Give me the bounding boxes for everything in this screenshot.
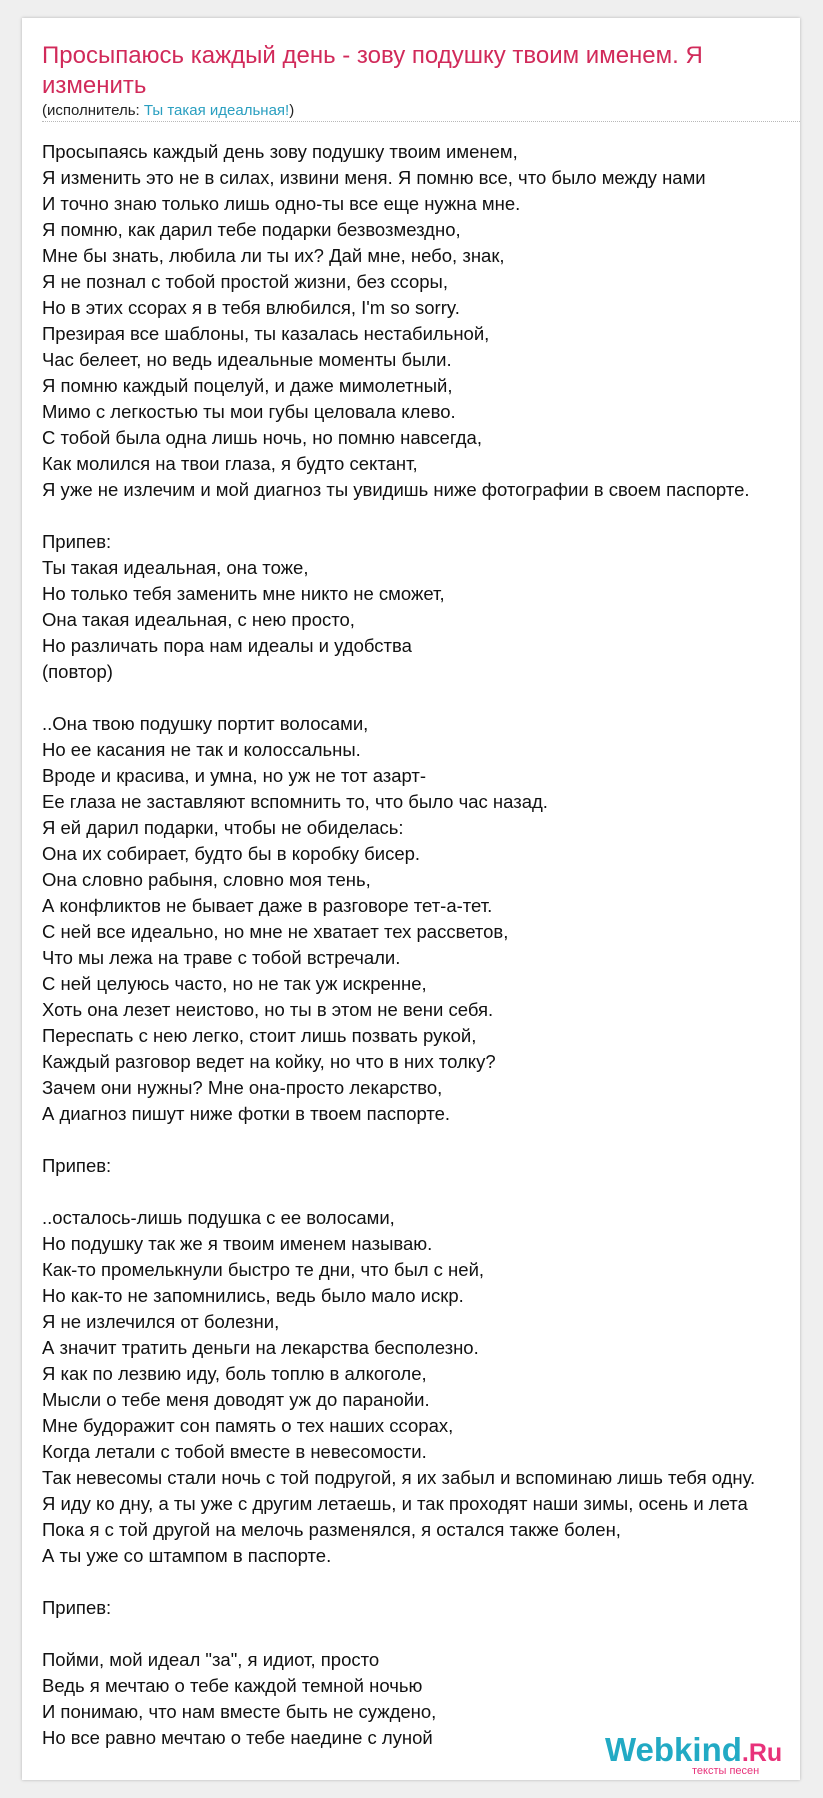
lyric-line: Я уже не излечим и мой диагноз ты увидишь ниже фотографии в своем паспорте. [42, 479, 750, 500]
lyric-line [42, 1569, 800, 1595]
lyric-line: Припев: [42, 1155, 112, 1176]
lyric-line: (повтор) [42, 661, 113, 682]
lyric-line: И точно знаю только лишь одно-ты все еще нужна мне. [42, 193, 521, 214]
lyric-line: Просыпаясь каждый день зову подушку твоим именем, [42, 141, 518, 162]
lyric-line: Пока я с той другой на мелочь разменялся, я остался также болен, [42, 1519, 621, 1540]
lyric-line: Но подушку так же я твоим именем называю. [42, 1233, 433, 1254]
lyric-line: Но как-то не запомнились, ведь было мало искр. [42, 1285, 464, 1306]
lyric-line: Что мы лежа на траве с тобой встречали. [42, 947, 401, 968]
lyric-line: Вроде и красива, и умна, но уж не тот азарт- [42, 765, 427, 786]
lyric-line: Но в этих ссорах я в тебя влюбился, I'm so sorry. [42, 297, 460, 318]
lyric-line: Мне будоражит сон память о тех наших ссорах, [42, 1415, 454, 1436]
lyrics-card [22, 18, 800, 1780]
lyric-line: Я не излечился от болезни, [42, 1311, 280, 1332]
lyric-line: Но только тебя заменить мне никто не сможет, [42, 583, 445, 604]
lyric-line [42, 1179, 800, 1205]
lyric-line: А ты уже со штампом в паспорте. [42, 1545, 332, 1566]
logo-tld: .Ru [741, 1739, 783, 1767]
lyric-line: Я ей дарил подарки, чтобы не обиделась: [42, 817, 404, 838]
lyric-line: А диагноз пишут ниже фотки в твоем паспорте. [42, 1103, 451, 1124]
lyric-line: Каждый разговор ведет на койку, но что в них толку? [42, 1051, 496, 1072]
lyric-line: С ней целуюсь часто, но не так уж искренне, [42, 973, 427, 994]
logo-main-text: Webkind [605, 1731, 742, 1768]
webkind-logo[interactable] [605, 1732, 787, 1776]
lyric-line: Я иду ко дну, а ты уже с другим летаешь, и так проходят наши зимы, осень и лета [42, 1493, 748, 1514]
lyric-line: Я изменить это не в силах, извини меня. Я помню все, что было между нами [42, 167, 706, 188]
artist-line [42, 102, 294, 120]
lyric-line: Ведь я мечтаю о тебе каждой темной ночью [42, 1675, 423, 1696]
lyric-line: Хоть она лезет неистово, но ты в этом не вени себя. [42, 999, 494, 1020]
artist-suffix: ) [289, 102, 295, 119]
artist-prefix: (исполнитель: [42, 102, 144, 119]
lyric-line: А конфликтов не бывает даже в разговоре тет-а-тет. [42, 895, 493, 916]
lyric-line: Мимо с легкостью ты мои губы целовала клево. [42, 401, 456, 422]
lyric-line: Припев: [42, 531, 112, 552]
lyric-line: Мысли о тебе меня доводят уж до паранойи. [42, 1389, 430, 1410]
lyric-line: Час белеет, но ведь идеальные моменты были. [42, 349, 452, 370]
lyric-line: Зачем они нужны? Мне она-просто лекарство, [42, 1077, 443, 1098]
lyric-line: ..Она твою подушку портит волосами, [42, 713, 369, 734]
lyric-line [42, 685, 800, 711]
lyrics-text [42, 139, 800, 1751]
lyric-line: Ее глаза не заставляют вспомнить то, что было час назад. [42, 791, 548, 812]
lyric-line: Мне бы знать, любила ли ты их? Дай мне, небо, знак, [42, 245, 505, 266]
lyric-line: Как молился на твои глаза, я будто сектант, [42, 453, 418, 474]
lyric-line: Переспать с нею легко, стоит лишь позвать рукой, [42, 1025, 477, 1046]
lyric-line: Так невесомы стали ночь с той подругой, я их забыл и вспоминаю лишь тебя одну. [42, 1467, 756, 1488]
lyric-line: А значит тратить деньги на лекарства бесполезно. [42, 1337, 479, 1358]
lyric-line: С ней все идеально, но мне не хватает тех рассветов, [42, 921, 509, 942]
lyric-line [42, 1127, 800, 1153]
lyric-line: Она такая идеальная, с нею просто, [42, 609, 355, 630]
lyric-line: Как-то промелькнули быстро те дни, что был с ней, [42, 1259, 485, 1280]
lyric-line: Но все равно мечтаю о тебе наедине с луной [42, 1727, 433, 1748]
lyric-line: Но ее касания не так и колоссальны. [42, 739, 361, 760]
logo-tagline: тексты песен [692, 1765, 760, 1777]
lyric-line: Она словно рабыня, словно моя тень, [42, 869, 371, 890]
lyric-line: Я помню каждый поцелуй, и даже мимолетный, [42, 375, 453, 396]
lyric-line: Я не познал с тобой простой жизни, без ссоры, [42, 271, 448, 292]
lyric-line: Ты такая идеальная, она тоже, [42, 557, 309, 578]
lyric-line [42, 503, 800, 529]
lyric-line: Припев: [42, 1597, 112, 1618]
lyric-line: Но различать пора нам идеалы и удобства [42, 635, 412, 656]
lyric-line: Я как по лезвию иду, боль топлю в алкоголе, [42, 1363, 427, 1384]
lyric-line: Она их собирает, будто бы в коробку бисер. [42, 843, 421, 864]
lyric-line: ..осталось-лишь подушка с ее волосами, [42, 1207, 395, 1228]
lyric-line: С тобой была одна лишь ночь, но помню навсегда, [42, 427, 482, 448]
lyric-line: Презирая все шаблоны, ты казалась нестабильной, [42, 323, 490, 344]
artist-link[interactable]: Ты такая идеальная! [143, 102, 290, 119]
lyric-line: Когда летали с тобой вместе в невесомости. [42, 1441, 427, 1462]
divider [42, 121, 800, 122]
page-title: Просыпаюсь каждый день - зову подушку твоим именем. Я изменить [42, 42, 703, 99]
lyric-line [42, 1621, 800, 1647]
lyric-line: И понимаю, что нам вместе быть не суждено, [42, 1701, 437, 1722]
lyric-line: Я помню, как дарил тебе подарки безвозмездно, [42, 219, 461, 240]
lyric-line: Пойми, мой идеал "за", я идиот, просто [42, 1649, 380, 1670]
